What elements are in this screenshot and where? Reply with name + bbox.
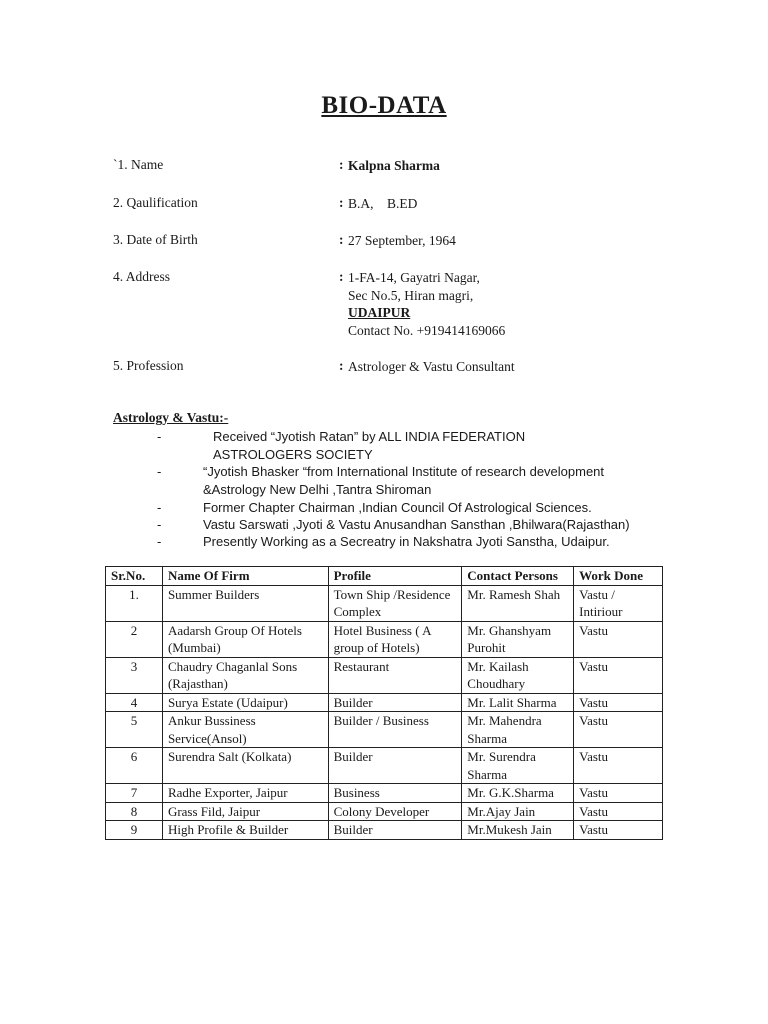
- field-label: 2. Qaulification: [113, 195, 198, 210]
- table-cell: Aadarsh Group Of Hotels (Mumbai): [162, 621, 328, 657]
- address-line: 1-FA-14, Gayatri Nagar,: [348, 270, 480, 285]
- field-value: Kalpna Sharma: [348, 158, 440, 173]
- column-header: Profile: [328, 567, 462, 586]
- table-row: [106, 657, 663, 693]
- table-cell: Surendra Salt (Kolkata): [162, 748, 328, 784]
- table-cell: Vastu: [574, 712, 663, 748]
- table-cell: 5: [106, 712, 163, 748]
- table-cell: 1.: [106, 585, 163, 621]
- column-header: Work Done: [574, 567, 663, 586]
- table-cell: 4: [106, 693, 163, 712]
- table-header-row: [106, 567, 663, 586]
- bullet-dash: -: [157, 500, 162, 515]
- table-cell: High Profile & Builder: [162, 821, 328, 840]
- field-value: [348, 269, 505, 339]
- table-row: [106, 621, 663, 657]
- table-cell: Vastu: [574, 821, 663, 840]
- field-colon: :: [339, 232, 344, 247]
- table-row: [106, 748, 663, 784]
- bullet-text: Former Chapter Chairman ,Indian Council Of Astrological Sciences.: [203, 500, 592, 515]
- table-cell: Vastu: [574, 802, 663, 821]
- table-cell: Vastu / Intiriour: [574, 585, 663, 621]
- table-cell: 7: [106, 784, 163, 803]
- table-cell: Hotel Business ( A group of Hotels): [328, 621, 462, 657]
- table-cell: Summer Builders: [162, 585, 328, 621]
- bullet-dash: -: [157, 517, 162, 532]
- table-cell: Mr.Ajay Jain: [462, 802, 574, 821]
- table-cell: Vastu: [574, 693, 663, 712]
- bullet-text: Presently Working as a Secreatry in Nakshatra Jyoti Sanstha, Udaipur.: [203, 534, 610, 549]
- contact-number: Contact No. +919414169066: [348, 322, 506, 338]
- table-cell: Builder / Business: [328, 712, 462, 748]
- table-cell: Mr. Ramesh Shah: [462, 585, 574, 621]
- table-cell: Grass Fild, Jaipur: [162, 802, 328, 821]
- table-cell: 6: [106, 748, 163, 784]
- field-value: B.A, B.ED: [348, 196, 418, 211]
- table-cell: Mr. Kailash Choudhary: [462, 657, 574, 693]
- table-cell: Builder: [328, 821, 462, 840]
- column-header: Sr.No.: [106, 567, 163, 586]
- table-cell: Mr. Ghanshyam Purohit: [462, 621, 574, 657]
- table-cell: Town Ship /Residence Complex: [328, 585, 462, 621]
- field-label: `1. Name: [113, 157, 164, 172]
- bullet-text: ASTROLOGERS SOCIETY: [213, 447, 373, 462]
- table-cell: Radhe Exporter, Jaipur: [162, 784, 328, 803]
- table-cell: Chaudry Chaganlal Sons (Rajasthan): [162, 657, 328, 693]
- field-label: 3. Date of Birth: [113, 232, 198, 247]
- field-colon: :: [339, 358, 344, 373]
- bullet-text: Received “Jyotish Ratan” by ALL INDIA FEDERATION: [213, 429, 526, 444]
- table-row: [106, 821, 663, 840]
- field-value: 27 September, 1964: [348, 233, 456, 248]
- field-label: 4. Address: [113, 269, 170, 284]
- table-cell: Colony Developer: [328, 802, 462, 821]
- page-title: BIO-DATA: [321, 92, 447, 119]
- field-colon: :: [339, 269, 344, 284]
- table-cell: Mr. Lalit Sharma: [462, 693, 574, 712]
- table-cell: Mr. Mahendra Sharma: [462, 712, 574, 748]
- table-row: [106, 693, 663, 712]
- table-cell: Mr.Mukesh Jain: [462, 821, 574, 840]
- table-cell: 3: [106, 657, 163, 693]
- table-row: [106, 784, 663, 803]
- table-row: [106, 802, 663, 821]
- bullet-text: Vastu Sarswati ,Jyoti & Vastu Anusandhan Sansthan ,Bhilwara(Rajasthan): [203, 517, 630, 532]
- field-label: 5. Profession: [113, 358, 184, 373]
- table-cell: Vastu: [574, 621, 663, 657]
- field-colon: :: [339, 195, 344, 210]
- table-body: [106, 585, 663, 839]
- table-cell: Builder: [328, 693, 462, 712]
- bullet-dash: -: [157, 464, 162, 479]
- table-cell: 2: [106, 621, 163, 657]
- address-line: Sec No.5, Hiran magri,: [348, 287, 474, 303]
- address-city: UDAIPUR: [348, 305, 411, 320]
- field-colon: :: [339, 157, 344, 172]
- bullet-dash: -: [157, 534, 162, 549]
- table-row: [106, 712, 663, 748]
- table-cell: Vastu: [574, 657, 663, 693]
- table-cell: Business: [328, 784, 462, 803]
- table-cell: Ankur Bussiness Service(Ansol): [162, 712, 328, 748]
- table-cell: 9: [106, 821, 163, 840]
- table-cell: Surya Estate (Udaipur): [162, 693, 328, 712]
- table-cell: Mr. G.K.Sharma: [462, 784, 574, 803]
- table-cell: Vastu: [574, 748, 663, 784]
- table-cell: Restaurant: [328, 657, 462, 693]
- table-cell: 8: [106, 802, 163, 821]
- table-cell: Builder: [328, 748, 462, 784]
- table-cell: Mr. Surendra Sharma: [462, 748, 574, 784]
- firms-table: [105, 566, 663, 840]
- bullet-text: “Jyotish Bhasker “from International Institute of research development: [203, 464, 605, 479]
- column-header: Contact Persons: [462, 567, 574, 586]
- bullet-dash: -: [157, 429, 162, 444]
- section-heading: Astrology & Vastu:-: [113, 410, 229, 425]
- column-header: Name Of Firm: [162, 567, 328, 586]
- table-row: [106, 585, 663, 621]
- field-value: Astrologer & Vastu Consultant: [348, 359, 515, 374]
- table-cell: Vastu: [574, 784, 663, 803]
- bullet-text: &Astrology New Delhi ,Tantra Shiroman: [203, 482, 432, 497]
